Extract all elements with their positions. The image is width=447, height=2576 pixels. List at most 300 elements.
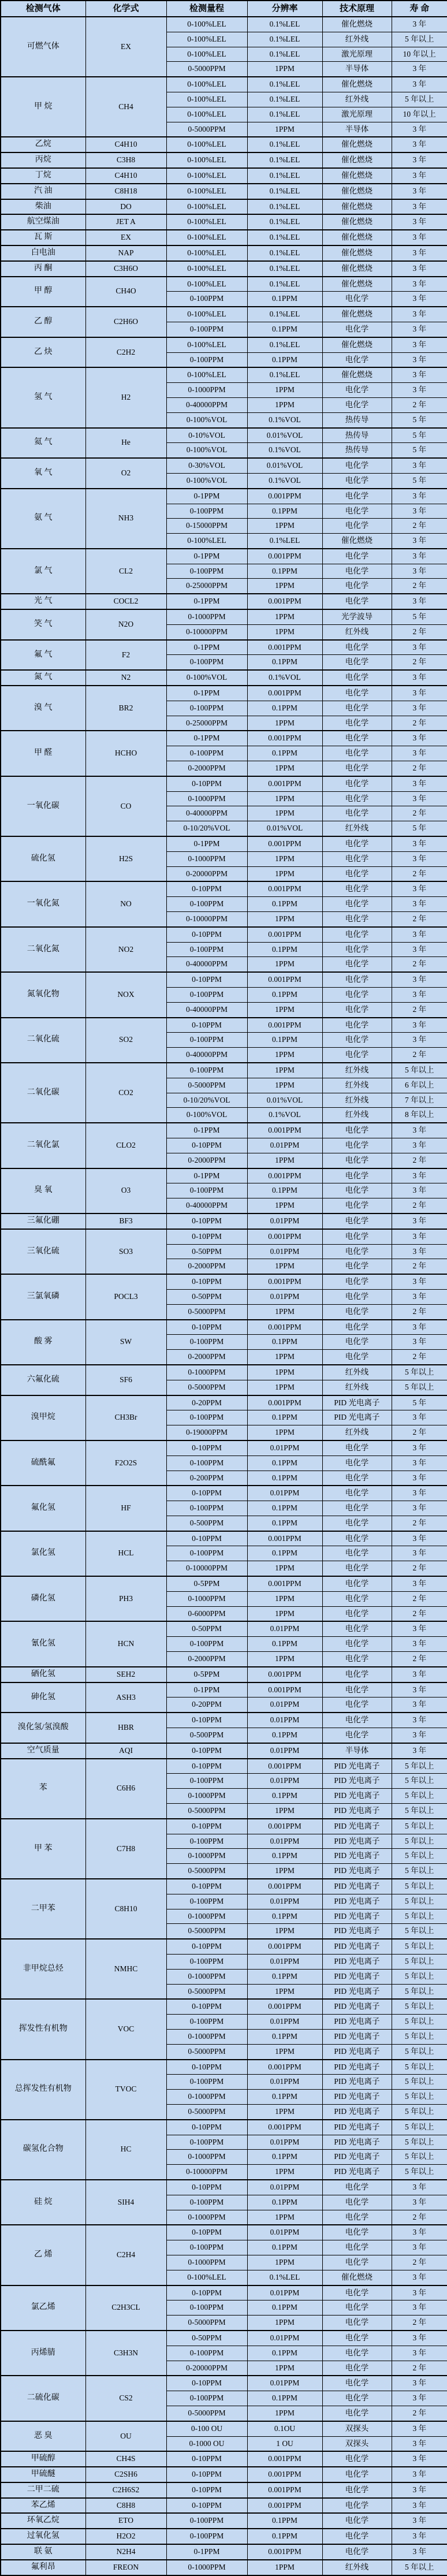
range-cell: 0-10000PPM — [166, 912, 247, 927]
formula-cell: SW — [85, 1320, 166, 1365]
principle-cell: 电化学 — [322, 383, 392, 398]
principle-cell: 电化学 — [322, 1123, 392, 1138]
range-cell: 0-2000PPM — [166, 1350, 247, 1365]
principle-cell: 电化学 — [322, 1591, 392, 1606]
lifespan-cell: 3 年 — [392, 2331, 447, 2346]
range-cell: 0-1000PPM — [166, 2210, 247, 2225]
formula-cell: C2H2 — [85, 337, 166, 368]
range-cell: 0-1000PPM — [166, 2150, 247, 2165]
gas-name-cell: 氯化氢 — [1, 1531, 85, 1576]
lifespan-cell: 3 年 — [392, 670, 447, 686]
principle-cell: 电化学 — [322, 701, 392, 716]
gas-name-cell: 甲硫醇 — [1, 2451, 85, 2467]
lifespan-cell: 3 年 — [392, 1289, 447, 1304]
principle-cell: 电化学 — [322, 1289, 392, 1304]
range-cell: 0-1000PPM — [166, 1591, 247, 1606]
gas-name-cell: 丙烯腈 — [1, 2331, 85, 2376]
range-cell: 0-1000PPM — [166, 851, 247, 866]
resolution-cell: 0.001PPM — [247, 1531, 322, 1546]
formula-cell: EX — [85, 230, 166, 245]
resolution-cell: 0.1PPM — [247, 504, 322, 519]
lifespan-cell: 2 年 — [392, 2361, 447, 2376]
resolution-cell: 1PPM — [247, 2255, 322, 2270]
lifespan-cell: 3 年 — [392, 199, 447, 215]
lifespan-cell: 3 年 — [392, 2529, 447, 2544]
resolution-cell: 0.1PPM — [247, 1637, 322, 1652]
range-cell: 0-100%LEL — [166, 168, 247, 184]
range-cell: 0-100PPM — [166, 1637, 247, 1652]
lifespan-cell: 3 年 — [392, 927, 447, 942]
principle-cell: 电化学 — [322, 881, 392, 896]
principle-cell: 电化学 — [322, 836, 392, 851]
principle-cell: 电化学 — [322, 594, 392, 609]
principle-cell: 催化燃烧 — [322, 2270, 392, 2285]
table-row — [1, 2180, 447, 2195]
formula-cell: CH4 — [85, 77, 166, 137]
resolution-cell: 1PPM — [247, 2044, 322, 2059]
lifespan-cell: 3 年 — [392, 776, 447, 791]
gas-name-cell: 甲硫醚 — [1, 2467, 85, 2482]
principle-cell: 电化学 — [322, 292, 392, 307]
resolution-cell: 0.001PPM — [247, 1320, 322, 1335]
table-row — [1, 1395, 447, 1410]
table-row — [1, 1999, 447, 2014]
gas-name-cell: 氮 气 — [1, 670, 85, 686]
principle-cell: 电化学 — [322, 1501, 392, 1516]
principle-cell: PID 光电离子 — [322, 2120, 392, 2135]
range-cell: 0-1PPM — [166, 1682, 247, 1698]
table-row — [1, 1879, 447, 1894]
table-row — [1, 1229, 447, 1244]
principle-cell: 催化燃烧 — [322, 277, 392, 292]
lifespan-cell: 5 年以上 — [392, 1999, 447, 2014]
gas-name-cell: 航空煤油 — [1, 214, 85, 230]
resolution-cell: 0.1PPM — [247, 701, 322, 716]
formula-cell: OU — [85, 2421, 166, 2452]
resolution-cell: 1PPM — [247, 2560, 322, 2575]
range-cell: 0-1000PPM — [166, 791, 247, 806]
lifespan-cell: 5 年以上 — [392, 92, 447, 107]
formula-cell: SO2 — [85, 1018, 166, 1063]
range-cell: 0-100%LEL — [166, 199, 247, 215]
table-row — [1, 1123, 447, 1138]
lifespan-cell: 2 年 — [392, 866, 447, 881]
gas-name-cell: 氦 气 — [1, 428, 85, 459]
principle-cell: 红外线 — [322, 1380, 392, 1395]
table-row — [1, 1365, 447, 1380]
range-cell: 0-1PPM — [166, 1123, 247, 1138]
table-row — [1, 1063, 447, 1078]
range-cell: 0-40000PPM — [166, 957, 247, 972]
table-row — [1, 1621, 447, 1636]
gas-name-cell: 硒化氢 — [1, 1667, 85, 1682]
lifespan-cell: 5 年以上 — [392, 32, 447, 47]
resolution-cell: 1PPM — [247, 2210, 322, 2225]
range-cell: 0-100PPM — [166, 504, 247, 519]
principle-cell: 电化学 — [322, 2240, 392, 2255]
principle-cell: 热传导 — [322, 412, 392, 427]
lifespan-cell: 5 年以上 — [392, 2135, 447, 2150]
range-cell: 0-10PPM — [166, 2060, 247, 2075]
lifespan-cell: 3 年 — [392, 897, 447, 912]
lifespan-cell: 5 年以上 — [392, 1984, 447, 1999]
principle-cell: 电化学 — [322, 1350, 392, 1365]
principle-cell: 电化学 — [322, 1471, 392, 1486]
lifespan-cell: 5 年 — [392, 473, 447, 488]
principle-cell: 电化学 — [322, 1033, 392, 1048]
principle-cell: 热传导 — [322, 428, 392, 443]
principle-cell: PID 光电离子 — [322, 1969, 392, 1984]
gas-name-cell: 恶 臭 — [1, 2421, 85, 2452]
formula-cell: C3H6O — [85, 261, 166, 277]
resolution-cell: 0.001PPM — [247, 1274, 322, 1289]
lifespan-cell: 3 年 — [392, 1637, 447, 1652]
range-cell: 0-100%LEL — [166, 214, 247, 230]
gas-name-cell: 砷化氢 — [1, 1682, 85, 1713]
table-row — [1, 1713, 447, 1728]
table-row — [1, 2467, 447, 2482]
range-cell: 0-5000PPM — [166, 1304, 247, 1319]
gas-name-cell: 硫酰氟 — [1, 1440, 85, 1486]
principle-cell: 电化学 — [322, 352, 392, 367]
lifespan-cell: 3 年 — [392, 2513, 447, 2529]
table-body — [1, 17, 447, 2575]
resolution-cell: 0.01PPM — [247, 1244, 322, 1259]
principle-cell: 电化学 — [322, 2391, 392, 2406]
table-row — [1, 927, 447, 942]
resolution-cell: 0.001PPM — [247, 2544, 322, 2560]
gas-name-cell: 柴油 — [1, 199, 85, 215]
resolution-cell: 1PPM — [247, 791, 322, 806]
range-cell: 0-1PPM — [166, 686, 247, 701]
gas-name-cell: 溴化氢/氢溴酸 — [1, 1713, 85, 1743]
principle-cell: PID 光电离子 — [322, 2135, 392, 2150]
resolution-cell: 0.01PPM — [247, 1955, 322, 1970]
lifespan-cell: 2 年 — [392, 912, 447, 927]
principle-cell: 电化学 — [322, 1440, 392, 1455]
range-cell: 0-10PPM — [166, 927, 247, 942]
range-cell: 0-1PPM — [166, 1168, 247, 1183]
formula-cell: C7H8 — [85, 1819, 166, 1879]
lifespan-cell: 3 年 — [392, 2300, 447, 2316]
resolution-cell: 0.1%VOL — [247, 1108, 322, 1123]
range-cell: 0-100 OU — [166, 2421, 247, 2436]
range-cell: 0-5PPM — [166, 1576, 247, 1591]
principle-cell: 电化学 — [322, 1576, 392, 1591]
formula-cell: C2SH6 — [85, 2467, 166, 2482]
resolution-cell: 0.01%VOL — [247, 458, 322, 473]
lifespan-cell: 5 年以上 — [392, 1864, 447, 1879]
lifespan-cell: 3 年 — [392, 564, 447, 579]
lifespan-cell: 3 年 — [392, 1138, 447, 1153]
lifespan-cell: 3 年 — [392, 1183, 447, 1198]
resolution-cell: 0.001PPM — [247, 1229, 322, 1244]
range-cell: 0-5000PPM — [166, 1380, 247, 1395]
range-cell: 0-100PPM — [166, 1410, 247, 1425]
table-row — [1, 776, 447, 791]
gas-name-cell: 氯 气 — [1, 549, 85, 594]
gas-name-cell: 氟利昂 — [1, 2560, 85, 2575]
formula-cell: C2H6O — [85, 307, 166, 337]
table-row — [1, 609, 447, 624]
lifespan-cell: 2 年 — [392, 1652, 447, 1667]
lifespan-cell: 3 年 — [392, 1320, 447, 1335]
principle-cell: 电化学 — [322, 1002, 392, 1017]
principle-cell: 红外线 — [322, 1063, 392, 1078]
principle-cell: 电化学 — [322, 2316, 392, 2331]
table-row — [1, 489, 447, 504]
range-cell: 0-10%VOL — [166, 428, 247, 443]
principle-cell: 催化燃烧 — [322, 168, 392, 184]
formula-cell: N2O — [85, 609, 166, 640]
lifespan-cell: 3 年 — [392, 2391, 447, 2406]
lifespan-cell: 3 年 — [392, 504, 447, 519]
principle-cell: 电化学 — [322, 1229, 392, 1244]
table-row — [1, 2120, 447, 2135]
lifespan-cell: 5 年 — [392, 609, 447, 624]
table-row — [1, 2513, 447, 2529]
lifespan-cell: 3 年 — [392, 1410, 447, 1425]
lifespan-cell: 2 年 — [392, 1002, 447, 1017]
principle-cell: 电化学 — [322, 1018, 392, 1033]
principle-cell: 电化学 — [322, 1320, 392, 1335]
table-row — [1, 307, 447, 322]
gas-name-cell: 白电油 — [1, 245, 85, 261]
lifespan-cell: 3 年 — [392, 851, 447, 866]
lifespan-cell: 3 年 — [392, 1471, 447, 1486]
principle-cell: 电化学 — [322, 2451, 392, 2467]
lifespan-cell: 3 年 — [392, 746, 447, 761]
lifespan-cell: 3 年 — [392, 184, 447, 199]
principle-cell: PID 光电离子 — [322, 1819, 392, 1834]
principle-cell: 催化燃烧 — [322, 261, 392, 277]
lifespan-cell: 7 年以上 — [392, 1093, 447, 1108]
range-cell: 0-10PPM — [166, 1486, 247, 1501]
resolution-cell: 1PPM — [247, 1153, 322, 1168]
principle-cell: 电化学 — [322, 2346, 392, 2361]
lifespan-cell: 2 年 — [392, 519, 447, 534]
resolution-cell: 0.1OU — [247, 2421, 322, 2436]
table-row — [1, 1531, 447, 1546]
lifespan-cell: 5 年以上 — [392, 1774, 447, 1789]
principle-cell: 电化学 — [322, 851, 392, 866]
lifespan-cell: 5 年以上 — [392, 1759, 447, 1774]
resolution-cell: 0.001PPM — [247, 594, 322, 609]
range-cell: 0-100PPM — [166, 2300, 247, 2316]
range-cell: 0-100PPM — [166, 942, 247, 957]
resolution-cell: 1PPM — [247, 1078, 322, 1093]
resolution-cell: 0.01PPM — [247, 2376, 322, 2391]
principle-cell: 红外线 — [322, 624, 392, 639]
range-cell: 0-1PPM — [166, 2544, 247, 2560]
principle-cell: 电化学 — [322, 1561, 392, 1576]
range-cell: 0-100%LEL — [166, 77, 247, 92]
range-cell: 0-10PPM — [166, 1999, 247, 2014]
range-cell: 0-5000PPM — [166, 1864, 247, 1879]
resolution-cell: 0.01%VOL — [247, 821, 322, 836]
formula-cell: CLO2 — [85, 1123, 166, 1168]
principle-cell: 热传导 — [322, 443, 392, 458]
formula-cell: POCL3 — [85, 1274, 166, 1319]
resolution-cell: 1PPM — [247, 1864, 322, 1879]
principle-cell: 催化燃烧 — [322, 214, 392, 230]
table-row — [1, 2529, 447, 2544]
lifespan-cell: 2 年 — [392, 716, 447, 731]
resolution-cell: 0.1%LEL — [247, 137, 322, 152]
lifespan-cell: 3 年 — [392, 836, 447, 851]
lifespan-cell: 5 年以上 — [392, 2150, 447, 2165]
formula-cell: HBR — [85, 1713, 166, 1743]
lifespan-cell: 3 年 — [392, 1274, 447, 1289]
gas-name-cell: 氰化氢 — [1, 1621, 85, 1666]
resolution-cell: 0.001PPM — [247, 927, 322, 942]
principle-cell: 红外线 — [322, 1108, 392, 1123]
resolution-cell: 0.001PPM — [247, 2451, 322, 2467]
lifespan-cell: 3 年 — [392, 2436, 447, 2451]
range-cell: 0-10PPM — [166, 881, 247, 896]
lifespan-cell: 3 年 — [392, 352, 447, 367]
range-cell: 0-100%LEL — [166, 245, 247, 261]
range-cell: 0-100%LEL — [166, 307, 247, 322]
gas-name-cell: 光 气 — [1, 594, 85, 609]
resolution-cell: 0.01PPM — [247, 2225, 322, 2240]
principle-cell: 电化学 — [322, 2406, 392, 2421]
range-cell: 0-100%LEL — [166, 277, 247, 292]
formula-cell: SF6 — [85, 1365, 166, 1395]
formula-cell: C4H10 — [85, 168, 166, 184]
resolution-cell: 0.01PPM — [247, 2075, 322, 2090]
principle-cell: 电化学 — [322, 473, 392, 488]
resolution-cell: 1PPM — [247, 2361, 322, 2376]
lifespan-cell: 5 年以上 — [392, 2075, 447, 2090]
table-row — [1, 1743, 447, 1759]
principle-cell: 红外线 — [322, 32, 392, 47]
range-cell: 0-50PPM — [166, 1289, 247, 1304]
lifespan-cell: 3 年 — [392, 2451, 447, 2467]
gas-name-cell: 二氧化碳 — [1, 1063, 85, 1123]
resolution-cell: 0.1PPM — [247, 1455, 322, 1471]
gas-name-cell: 臭 氧 — [1, 1168, 85, 1213]
resolution-cell: 0.1%LEL — [247, 245, 322, 261]
formula-cell: H2O2 — [85, 2529, 166, 2544]
formula-cell: CH4S — [85, 2451, 166, 2467]
principle-cell: 电化学 — [322, 912, 392, 927]
resolution-cell: 1PPM — [247, 1365, 322, 1380]
lifespan-cell: 5 年以上 — [392, 1819, 447, 1834]
gas-name-cell: 氟化氢 — [1, 1486, 85, 1531]
resolution-cell: 1PPM — [247, 806, 322, 821]
resolution-cell: 0.1PPM — [247, 2391, 322, 2406]
principle-cell: PID 光电离子 — [322, 1789, 392, 1804]
resolution-cell: 0.1PPM — [247, 2513, 322, 2529]
lifespan-cell: 5 年以上 — [392, 1969, 447, 1984]
range-cell: 0-10PPM — [166, 1939, 247, 1954]
resolution-cell: 0.1%LEL — [247, 168, 322, 184]
table-row — [1, 2544, 447, 2560]
principle-cell: 催化燃烧 — [322, 184, 392, 199]
gas-name-cell: 挥发性有机物 — [1, 1999, 85, 2059]
range-cell: 0-1000PPM — [166, 1969, 247, 1984]
range-cell: 0-5000PPM — [166, 1984, 247, 1999]
range-cell: 0-50PPM — [166, 1244, 247, 1259]
range-cell: 0-19000PPM — [166, 1425, 247, 1440]
gas-name-cell: 硫化氢 — [1, 836, 85, 881]
resolution-cell: 1PPM — [247, 761, 322, 776]
range-cell: 0-5000PPM — [166, 2316, 247, 2331]
formula-cell: ASH3 — [85, 1682, 166, 1713]
principle-cell: PID 光电离子 — [322, 1864, 392, 1879]
range-cell: 0-1000PPM — [166, 1909, 247, 1924]
resolution-cell: 1 OU — [247, 2436, 322, 2451]
formula-cell: CL2 — [85, 549, 166, 594]
range-cell: 0-100%LEL — [166, 47, 247, 62]
resolution-cell: 0.001PPM — [247, 489, 322, 504]
lifespan-cell: 5 年以上 — [392, 1063, 447, 1078]
range-cell: 0-2000PPM — [166, 1259, 247, 1274]
principle-cell: 催化燃烧 — [322, 337, 392, 352]
resolution-cell: 0.001PPM — [247, 2060, 322, 2075]
lifespan-cell: 3 年 — [392, 1168, 447, 1183]
resolution-cell: 1PPM — [247, 716, 322, 731]
table-row — [1, 2331, 447, 2346]
gas-name-cell: 溴甲烷 — [1, 1395, 85, 1440]
resolution-cell: 1PPM — [247, 579, 322, 594]
principle-cell: PID 光电离子 — [322, 2104, 392, 2119]
resolution-cell: 1PPM — [247, 957, 322, 972]
range-cell: 0-40000PPM — [166, 397, 247, 412]
resolution-cell: 0.1%LEL — [247, 152, 322, 168]
resolution-cell: 0.1PPM — [247, 2346, 322, 2361]
range-cell: 0-1000PPM — [166, 2090, 247, 2105]
resolution-cell: 0.1%VOL — [247, 412, 322, 427]
principle-cell: 激光原理 — [322, 47, 392, 62]
lifespan-cell: 5 年以上 — [392, 1955, 447, 1970]
lifespan-cell: 6 年以上 — [392, 1078, 447, 1093]
resolution-cell: 1PPM — [247, 624, 322, 639]
resolution-cell: 0.01%VOL — [247, 428, 322, 443]
resolution-cell: 1PPM — [247, 1304, 322, 1319]
range-cell: 0-5000PPM — [166, 2044, 247, 2059]
lifespan-cell: 5 年以上 — [392, 2044, 447, 2059]
principle-cell: 电化学 — [322, 806, 392, 821]
resolution-cell: 0.1%LEL — [247, 47, 322, 62]
principle-cell: 电化学 — [322, 746, 392, 761]
range-cell: 0-100%LEL — [166, 367, 247, 382]
gas-name-cell: 丙烷 — [1, 152, 85, 168]
lifespan-cell: 3 年 — [392, 2498, 447, 2514]
gas-name-cell: 丙 酮 — [1, 261, 85, 277]
lifespan-cell: 3 年 — [392, 2180, 447, 2195]
lifespan-cell: 2 年 — [392, 1259, 447, 1274]
gas-name-cell: 苯 — [1, 1759, 85, 1819]
formula-cell: N2 — [85, 670, 166, 686]
range-cell: 0-10PPM — [166, 2285, 247, 2300]
principle-cell: 红外线 — [322, 821, 392, 836]
range-cell: 0-10PPM — [166, 1879, 247, 1894]
formula-cell: PH3 — [85, 1576, 166, 1621]
lifespan-cell: 3 年 — [392, 1682, 447, 1698]
gas-name-cell: 甲 醛 — [1, 731, 85, 776]
lifespan-cell: 3 年 — [392, 77, 447, 92]
principle-cell: 红外线 — [322, 92, 392, 107]
resolution-cell: 0.1%LEL — [247, 307, 322, 322]
range-cell: 0-20PPM — [166, 1395, 247, 1410]
range-cell: 0-100PPM — [166, 897, 247, 912]
formula-cell: COCL2 — [85, 594, 166, 609]
principle-cell: 电化学 — [322, 640, 392, 655]
range-cell: 0-100PPM — [166, 1894, 247, 1909]
principle-cell: 红外线 — [322, 1365, 392, 1380]
